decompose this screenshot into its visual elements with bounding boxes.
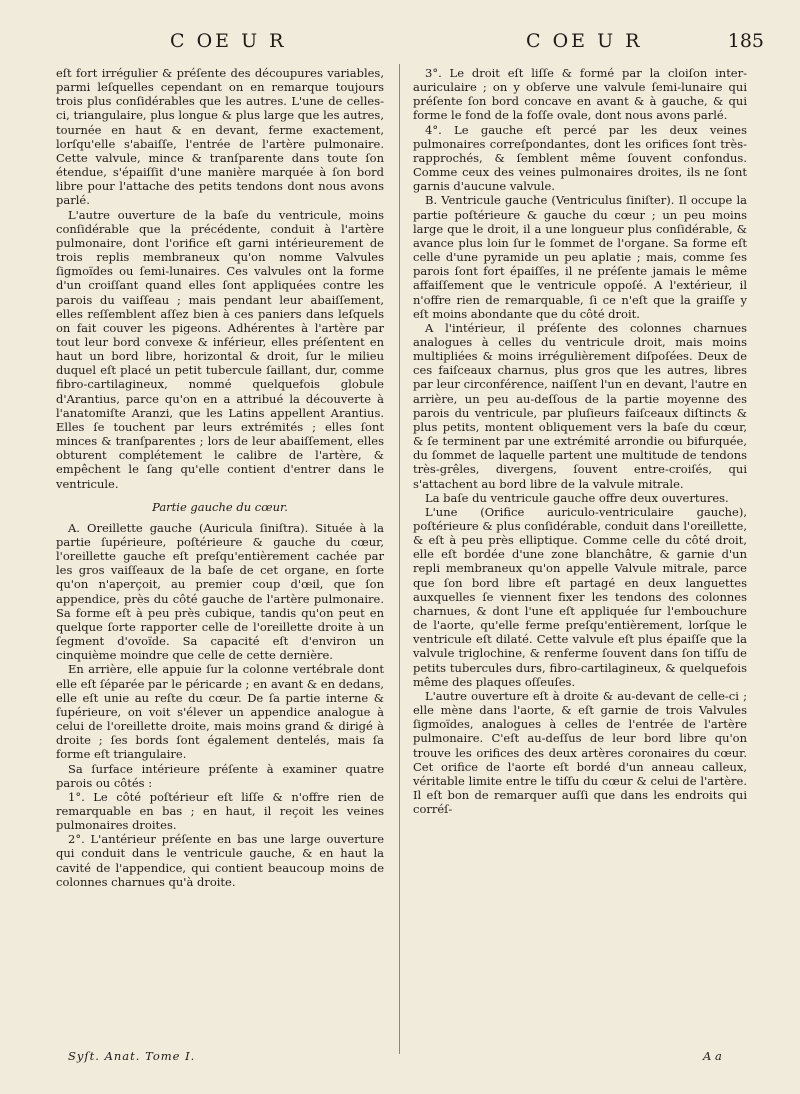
paragraph: La baſe du ventricule gauche offre deux ouvertures.: [425, 490, 729, 505]
paragraph: L'autre ouverture de la baſe du ventricule, moins conſidérable que la précédente, conduit à l'artère pulmonaire, dont l'orifice eſt garni intérieurement de trois replis membraneux qu'on nomme Valvules ſigmoïdes ou ſemi-lunaires. Ces valvules ont la forme d'un croiſſant quand elles ſont appliquées contre les parois du vaiſſeau ; mais pendant leur abaiſſement, elles reſſemblent aſſez bien à ces paniers dans leſquels on fait couver les pigeons. Adhérentes à l'artère par tout leur bord convexe & inférieur, elles préſentent en haut un bord libre, horizontal & droit, ſur le milieu duquel eſt placé un petit tubercule ſaillant, dur, comme fibro-cartilagineux, nommé quelquefois globule d'Arantius, parce qu'on en a attribué la découverte à l'anatomiſte Aranzi, que les Latins appellent Arantius. Elles ſe touchent par leurs extrémités ; elles ſont minces & tranſparentes ; lors de leur abaiſſement, elles obturent complétement le calibre de l'artère, & empêchent le ſang qu'elle contient d'entrer dans le ventricule.: [56, 207, 384, 491]
paragraph: 4°. Le gauche eſt percé par les deux veines pulmonaires correſpondantes, dont les orifices ſont très-rapprochés, & ſemblent même ſouvent confondus. Comme ceux des veines pulmonaires droites, ils ne ſont garnis d'aucune valvule.: [413, 122, 747, 194]
paragraph: Sa ſurface intérieure préſente à examiner quatre parois ou côtés :: [56, 761, 384, 790]
paragraph: eſt fort irrégulier & préſente des découpures variables, parmi leſquelles cependant on en remarque toujours trois plus conſidérables que les autres. L'une de celles-ci, triangulaire, plus longue & plus large que les autres, tournée en haut & en devant, ferme exactement, lorſqu'elle s'abaiſſe, l'entrée de l'artère pulmonaire. Cette valvule, mince & tranſparente dans toute ſon étendue, s'épaiſſit d'une manière marquée à ſon bord libre pour l'attache des petits tendons dont nous avons parlé.: [56, 66, 384, 208]
header-left-title: C OE U R: [170, 30, 287, 52]
paragraph: A l'intérieur, il préſente des colonnes charnues analogues à celles du ventricule droit, mais moins multipliées & moins irrégulièrement diſpoſées. Deux de ces faiſceaux charnus, plus gros que les autres, libres par leur circonférence, naiſſent l'un en devant, l'autre en arrière, un peu au-deſſous de la partie moyenne des parois du ventricule, par pluſieurs faiſceaux diſtincts & plus petits, montent obliquement vers la baſe du cœur, & ſe terminent par une extrémité arrondie ou bifurquée, du ſommet de laquelle partent une multitude de tendons très-grêles, divergens, ſouvent entre-croiſés, qui s'attachent au bord libre de la valvule mitrale.: [413, 320, 747, 491]
paragraph: En arrière, elle appuie ſur la colonne vertébrale dont elle eſt ſéparée par le péricarde ; en avant & en dedans, elle eſt unie au reſte du cœur. De ſa partie interne & ſupérieure, on voit s'élever un appendice analogue à celui de l'oreillette droite, mais moins grand & dirigé à droite ; ſes bords ſont également dentelés, mais ſa forme eſt triangulaire.: [56, 662, 384, 762]
running-header: [56, 30, 770, 56]
paragraph: B. Ventricule gauche (Ventriculus ſiniſter). Il occupe la partie poſtérieure & gauche du cœur ; un peu moins large que le droit, il a une longueur plus conſidérable, & avance plus loin ſur le ſommet de l'organe. Sa forme eſt celle d'une pyramide un peu aplatie ; mais, comme ſes parois ſont fort épaiſſes, il ne préſente jamais le même affaiſſement que le ventricule oppoſé. A l'extérieur, il n'offre rien de remarquable, ſi ce n'eſt que la graiſſe y eſt moins abondante que du côté droit.: [413, 193, 747, 321]
header-right-title: C OE U R: [526, 30, 643, 52]
paragraph: L'une (Orifice auriculo-ventriculaire gauche), poſtérieure & plus conſidérable, conduit dans l'oreillette, & eſt à peu près elliptique. Comme celle du côté droit, elle eſt bordée d'une zone blanchâtre, & garnie d'un repli membraneux qu'on appelle Valvule mitrale, parce que ſon bord libre eſt partagé en deux languettes auxquelles ſe viennent fixer les tendons des colonnes charnues, & dont l'une eſt appliquée ſur l'embouchure de l'aorte, qu'elle ferme preſqu'entièrement, lorſque le ventricule eſt dilaté. Cette valvule eſt plus épaiſſe que la valvule triglochine, & renferme ſouvent dans ſon tiſſu de petits tubercules durs, fibro-cartilagineux, & quelquefois même des plaques oſſeuſes.: [413, 504, 747, 689]
paragraph: A. Oreillette gauche (Auricula ſiniſtra). Située à la partie ſupérieure, poſtérieure & gauche du cœur, l'oreillette gauche eſt preſqu'entièrement cachée par les gros vaiſſeaux de la baſe de cet organe, en ſorte qu'on n'aperçoit, au premier coup d'œil, que ſon appendice, près du côté gauche de l'artère pulmonaire. Sa forme eſt à peu près cubique, tandis qu'on peut en quelque ſorte rapporter celle de l'oreillette droite à un ſegment d'ovoïde. Sa capacité eſt d'environ un cinquième moindre que celle de cette dernière.: [56, 520, 384, 663]
section-subheading: Partie gauche du cœur.: [152, 499, 288, 514]
paragraph: 2°. L'antérieur préſente en bas une large ouverture qui conduit dans le ventricule gauche, & en haut la cavité de l'appendice, qui contient beaucoup moins de colonnes charnues qu'à droite.: [56, 832, 384, 889]
signature-right: A a: [703, 1049, 722, 1063]
paragraph: 3°. Le droit eſt liſſe & formé par la cloiſon inter-auriculaire ; on y obſerve une valvule ſemi-lunaire qui préſente ſon bord concave en avant & à gauche, & qui forme le fond de la foſſe ovale, dont nous avons parlé.: [413, 66, 747, 123]
page-number: 185: [727, 30, 764, 52]
paragraph: 1°. Le côté poſtérieur eſt liſſe & n'offre rien de remarquable en bas ; en haut, il reçoit les veines pulmonaires droites.: [56, 789, 384, 833]
left-column: [56, 66, 384, 889]
right-column: [413, 66, 747, 816]
paragraph: L'autre ouverture eſt à droite & au-devant de celle-ci ; elle mène dans l'aorte, & eſt garnie de trois Valvules ſigmoïdes, analogues à celles de l'entrée de l'artère pulmonaire. C'eſt au-deſſus de leur bord libre qu'on trouve les orifices des deux artères coronaires du cœur. Cet orifice de l'aorte eſt bordé d'un anneau calleux, véritable limite entre le tiſſu du cœur & celui de l'artère. Il eſt bon de remarquer auſſi que dans les endroits qui corréſ-: [413, 688, 747, 817]
column-divider: [399, 64, 400, 1054]
signature-left: Syſt. Anat. Tome I.: [68, 1049, 196, 1063]
